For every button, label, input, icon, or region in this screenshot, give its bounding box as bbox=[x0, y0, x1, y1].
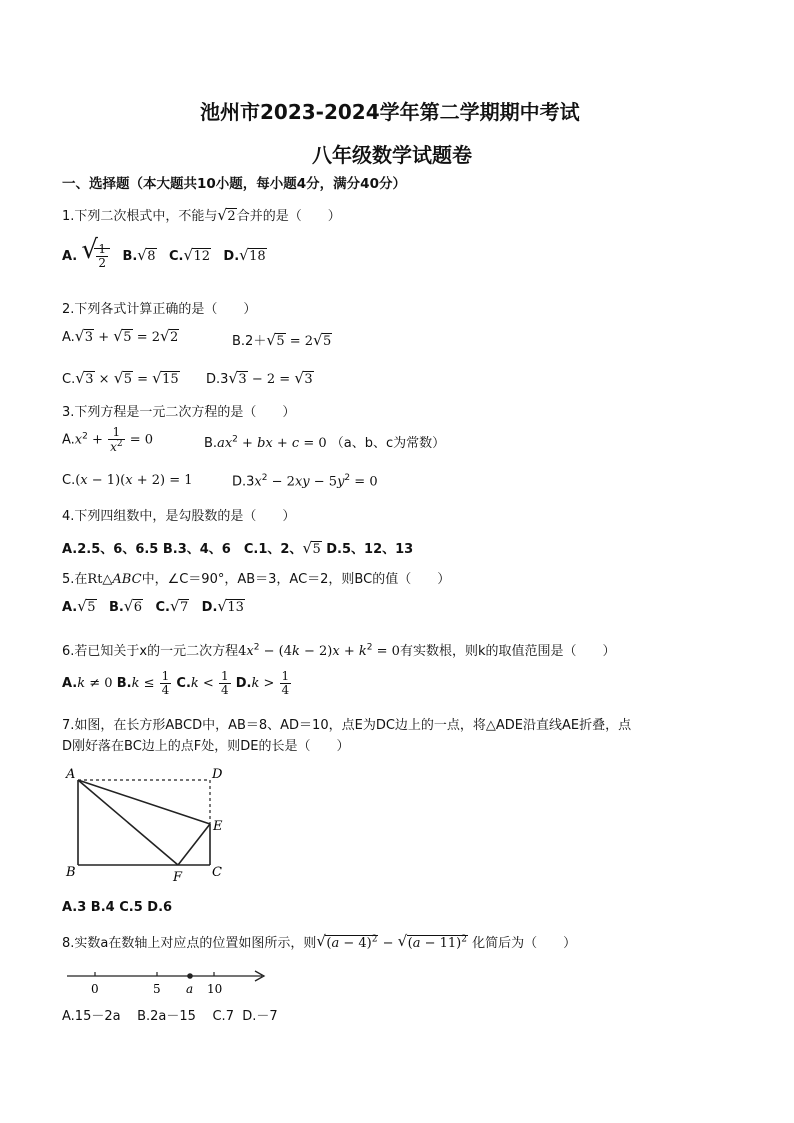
question-2-stem: 2.下列各式计算正确的是（ ） bbox=[62, 302, 257, 317]
question-4-stem: 4.下列四组数中，是勾股数的是（ ） bbox=[62, 509, 296, 524]
question-2-option-a: A. √ 3 + √ 5 = 2 √ 2 bbox=[62, 327, 179, 345]
question-8-stem: 8.实数a在数轴上对应点的位置如图所示，则 √ $(a - 4)^2$ − √ $(a - 11)^2$ 化简后为（ ） bbox=[62, 931, 577, 951]
question-6-stem: 6.若已知关于x的一元二次方程$4x^2 - (4k - 2)x + k^2 = 0$有实数根，则k的取值范围是（ ） bbox=[62, 642, 616, 659]
section-heading: 一、选择题（本大题共10小题，每小题4分，满分40分） bbox=[62, 176, 406, 192]
question-7-stem-line2: D刚好落在BC边上的点F处，则DE的长是（ ） bbox=[62, 739, 350, 754]
axis-label-a: a bbox=[186, 982, 194, 996]
number-line bbox=[62, 964, 272, 998]
label-d: D bbox=[212, 767, 223, 782]
question-2-option-b: B.2＋ √ 5 = 2 √ 5 bbox=[232, 331, 332, 349]
axis-label-5: 5 bbox=[153, 982, 161, 996]
question-6-options: A.k ≠ 0 B.k ≤ $\frac{1}{4}$ C.k < $\frac{1}{4}$ D.k > $\frac{1}{4}$ bbox=[62, 669, 290, 698]
label-f: F bbox=[173, 870, 183, 885]
question-7-stem-line1: 7.如图，在长方形ABCD中，AB＝8、AD＝10，点E为DC边上的一点，将△ADE沿直线AE折叠，点 bbox=[62, 718, 632, 733]
question-1-options: A. √ $\frac{1}{2}$ B. √ 8 C. √ 12 D. √ 18 bbox=[62, 235, 266, 271]
question-4-options: A.2.5、6、6.5 B.3、4、6 C.1、2、 √ 5 D.5、12、13 bbox=[62, 539, 414, 557]
segment-af bbox=[78, 780, 178, 865]
label-a: A bbox=[66, 767, 76, 782]
question-7-options: A.3 B.4 C.5 D.6 bbox=[62, 900, 173, 915]
question-8-options: A.15－2a B.2a－15 C.7 D.－7 bbox=[62, 1009, 278, 1024]
label-e: E bbox=[213, 819, 223, 834]
exam-subtitle: 八年级数学试题卷 bbox=[312, 143, 472, 167]
question-3-stem: 3.下列方程是一元二次方程的是（ ） bbox=[62, 405, 296, 420]
label-b: B bbox=[66, 865, 76, 880]
question-2-option-c: C. √ 3 × √ 5 = √ 15 bbox=[62, 369, 179, 387]
question-2-option-d: D.3 √ 3 − 2 = √ 3 bbox=[206, 369, 313, 387]
question-3-option-b: $B.ax^2$ + bx + c = 0 （a、b、c为常数） bbox=[204, 434, 446, 451]
question-3-option-d: $D.3x^2 - 2xy - 5y^2 = 0$ bbox=[232, 473, 378, 490]
axis-label-10: 10 bbox=[207, 982, 223, 996]
question-5-stem: 5.在Rt△ABC中，∠C＝90°，AB＝3，AC＝2，则BC的值（ ） bbox=[62, 572, 451, 587]
point-a bbox=[187, 973, 193, 979]
exam-title: 池州市2023-2024学年第二学期期中考试 bbox=[200, 100, 580, 124]
question-7-figure bbox=[60, 760, 240, 885]
axis-label-0: 0 bbox=[91, 982, 99, 996]
question-5-options: A. √ 5 B. √ 6 C. √ 7 D. √ 13 bbox=[62, 597, 244, 615]
question-3-option-a: $A.x^2$ + $\frac{1}{x^2}$ = 0 bbox=[62, 425, 154, 455]
question-3-option-c: C.(x − 1)(x + 2) = 1 bbox=[62, 473, 193, 488]
question-1-stem: 1.下列二次根式中，不能与 √ 2合并的是（ ） bbox=[62, 206, 341, 224]
label-c: C bbox=[212, 865, 222, 880]
fold-line-ae bbox=[78, 780, 210, 824]
segment-fe bbox=[178, 824, 210, 865]
